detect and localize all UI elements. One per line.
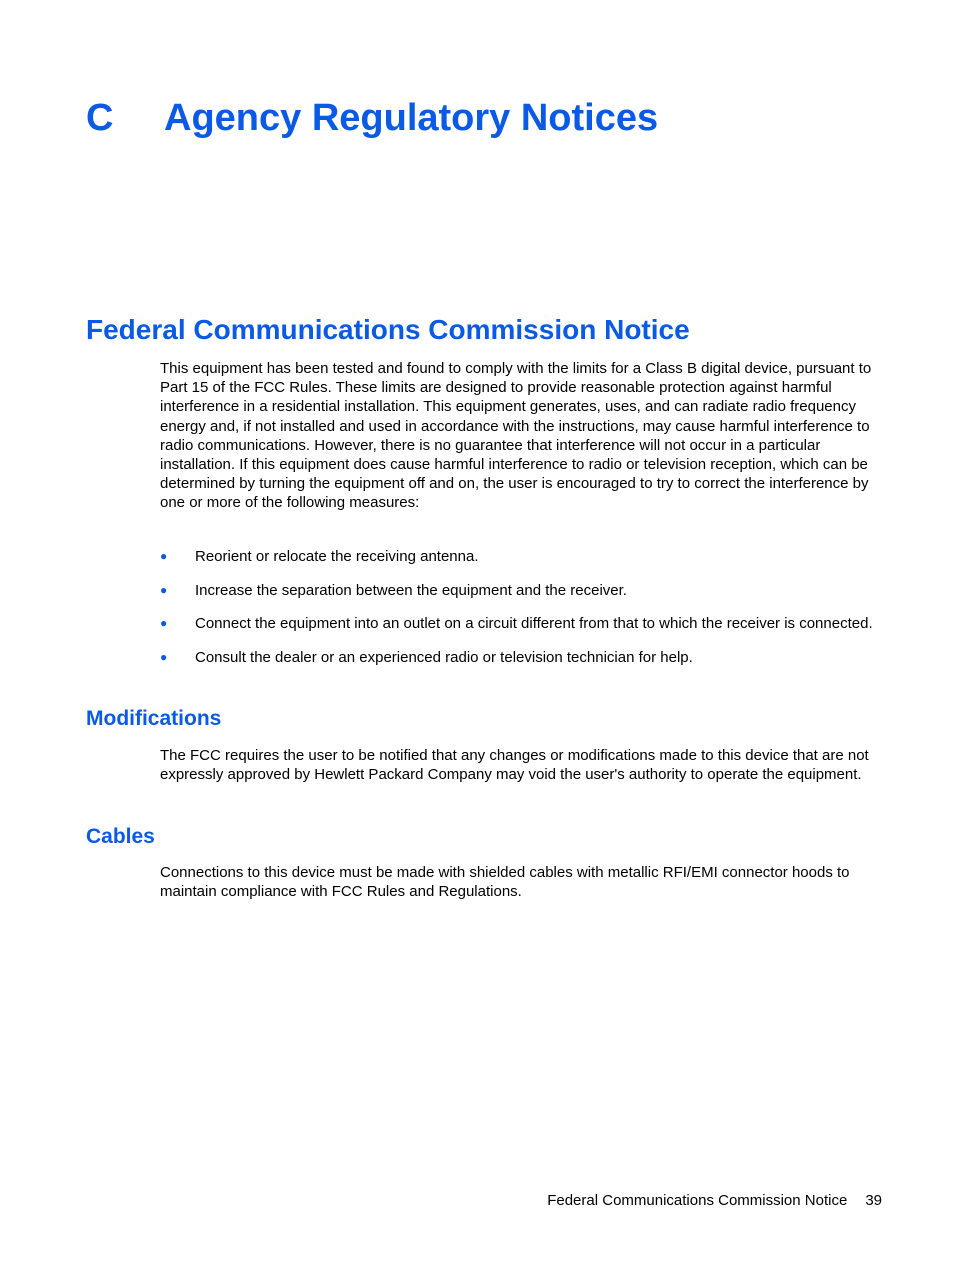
chapter-title — [86, 92, 658, 144]
chapter-title-text: Agency Regulatory Notices — [164, 97, 659, 139]
subsection-title-cables: Cables — [86, 825, 155, 848]
modifications-paragraph: The FCC requires the user to be notified that any changes or modifications made to this device that are not expressly approved by Hewlett Packard Company may void the user's authority to operate the equipment. — [160, 747, 869, 784]
footer-section-title: Federal Communications Commission Notice — [547, 1192, 848, 1209]
list-item-text: Consult the dealer or an experienced radio or television technician for help. — [195, 649, 693, 667]
fcc-measures-list — [160, 547, 882, 682]
bullet-icon: ● — [160, 582, 168, 597]
bullet-icon: ● — [160, 650, 168, 665]
list-item-text: Reorient or relocate the receiving antenna. — [195, 548, 479, 565]
page-number: 39 — [865, 1192, 882, 1209]
list-item-text: Increase the separation between the equipment and the receiver. — [195, 581, 627, 599]
list-item — [160, 547, 882, 566]
bullet-icon: ● — [160, 549, 168, 563]
bullet-icon: ● — [160, 616, 168, 631]
subsection-title-modifications: Modifications — [86, 707, 222, 730]
list-item — [160, 581, 882, 600]
list-item-text: Connect the equipment into an outlet on a circuit different from that to which the receiver is connected. — [195, 615, 873, 633]
cables-paragraph: Connections to this device must be made with shielded cables with metallic RFI/EMI connector hoods to maintain compliance with FCC Rules and Regulations. — [160, 864, 850, 901]
section-title-fcc-notice: Federal Communications Commission Notice — [86, 314, 690, 345]
page-footer — [547, 1191, 882, 1211]
list-item — [160, 648, 882, 667]
fcc-intro-paragraph: This equipment has been tested and found to comply with the limits for a Class B digital device, pursuant to Part 15 of the FCC Rules. These limits are designed to provide reasonable protection against harmful interference in a residential installation. This equipment generates, uses, and can radiate radio frequency energy and, if not installed and used in accordance with the instructions, may cause harmful interference to radio communications. However, there is no guarantee that interference will not occur in a particular installation. If this equipment does cause harmful interference to radio or television reception, which can be determined by turning the equipment off and on, the user is encouraged to try to correct the interference by one or more of the following measures: — [160, 360, 872, 512]
chapter-letter: C — [86, 97, 114, 139]
list-item — [160, 614, 882, 633]
